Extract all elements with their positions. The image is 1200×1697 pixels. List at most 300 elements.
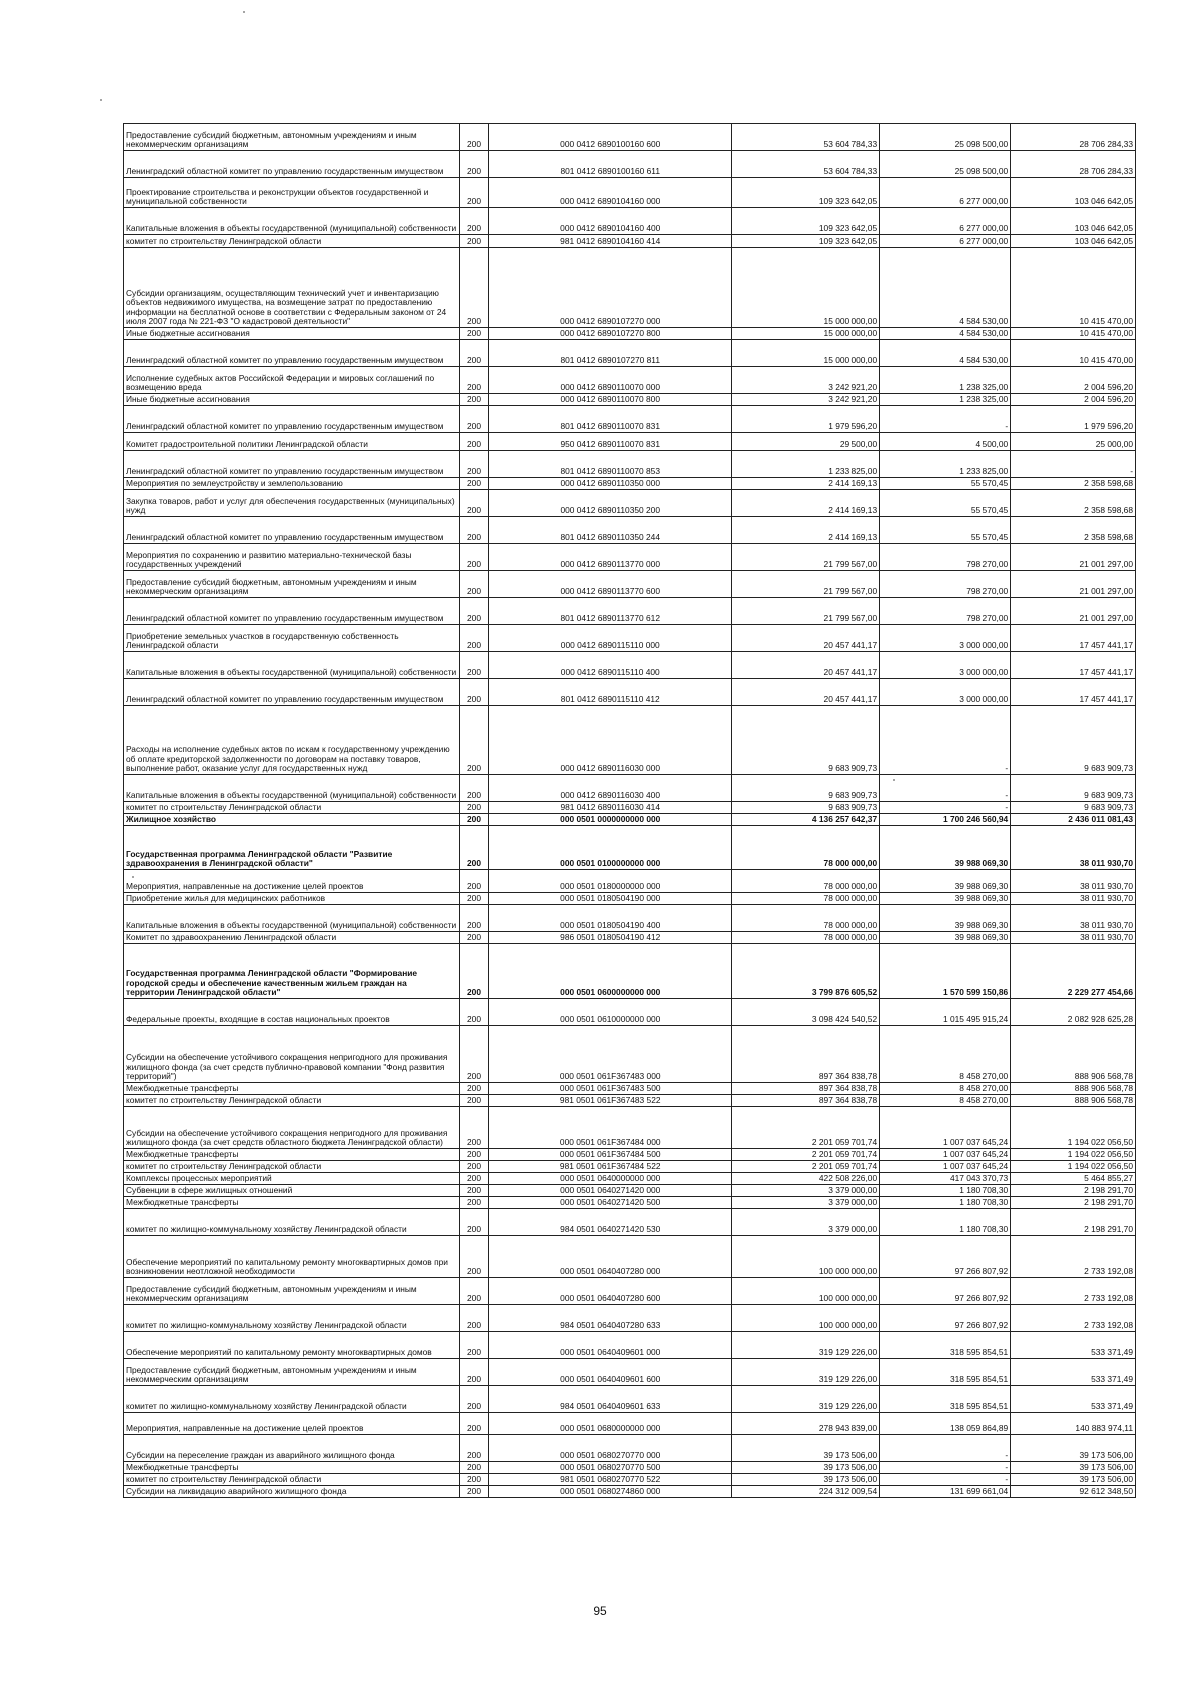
row-classification-code: 000 0501 0640409601 000 [489,1332,732,1359]
row-executed-amount: 1 570 599 150,86 [880,944,1011,999]
row-executed-amount: 1 180 708,30 [880,1185,1011,1197]
row-line-code: 200 [459,1095,488,1107]
row-line-code: 200 [459,406,488,433]
row-name: Государственная программа Ленинградской области "Развитие здравоохранения в Ленинградской области" [124,826,460,870]
row-approved-amount: 109 323 642,05 [732,235,880,248]
row-name: Субсидии на переселение граждан из аварийного жилищного фонда [124,1435,460,1462]
row-line-code: 200 [459,248,488,328]
row-name: Предоставление субсидий бюджетным, автономным учреждениям и иным некоммерческим организациям [124,571,460,598]
row-line-code: 200 [459,826,488,870]
row-unexecuted-amount: 9 683 909,73 [1011,802,1136,814]
row-executed-amount: 97 266 807,92 [880,1236,1011,1278]
row-classification-code: 801 0412 6890113770 612 [489,598,732,625]
row-approved-amount: 278 943 839,00 [732,1413,880,1435]
row-unexecuted-amount: 2 358 598,68 [1011,490,1136,517]
row-classification-code: 000 0412 6890116030 000 [489,706,732,775]
row-name: Ленинградский областной комитет по управлению государственным имуществом [124,679,460,706]
row-name: Мероприятия по сохранению и развитию материально-технической базы государственных учреждений [124,544,460,571]
row-approved-amount: 78 000 000,00 [732,826,880,870]
row-line-code: 200 [459,1359,488,1386]
table-row [124,999,1136,1026]
row-unexecuted-amount: 10 415 470,00 [1011,340,1136,367]
row-unexecuted-amount: 140 883 974,11 [1011,1413,1136,1435]
row-approved-amount: 897 364 838,78 [732,1083,880,1095]
row-approved-amount: 100 000 000,00 [732,1278,880,1305]
row-approved-amount: 39 173 506,00 [732,1474,880,1486]
row-approved-amount: 53 604 784,33 [732,124,880,151]
row-name: Субсидии организациям, осуществляющим технический учет и инвентаризацию объектов недвижимого имущества, на возмещение затрат по предоставлению информации на бесплатной основе в соответствии с Федеральным законом от 24 июля 2007 года № 221-ФЗ "О кадастровой деятельности" [124,248,460,328]
row-line-code: 200 [459,433,488,451]
row-approved-amount: 53 604 784,33 [732,151,880,178]
table-row [124,1026,1136,1083]
row-line-code: 200 [459,625,488,652]
row-classification-code: 000 0501 0640000000 000 [489,1173,732,1185]
table-row [124,490,1136,517]
row-line-code: 200 [459,1209,488,1236]
row-approved-amount: 20 457 441,17 [732,679,880,706]
row-unexecuted-amount: 17 457 441,17 [1011,652,1136,679]
table-row [124,571,1136,598]
row-unexecuted-amount: 10 415 470,00 [1011,328,1136,340]
row-unexecuted-amount: 39 173 506,00 [1011,1474,1136,1486]
row-approved-amount: 3 098 424 540,52 [732,999,880,1026]
row-classification-code: 801 0412 6890115110 412 [489,679,732,706]
row-executed-amount: 1 700 246 560,94 [880,814,1011,826]
row-executed-amount: - [880,802,1011,814]
row-name: Капитальные вложения в объекты государственной (муниципальной) собственности [124,775,460,802]
table-row [124,1359,1136,1386]
row-approved-amount: 20 457 441,17 [732,652,880,679]
row-unexecuted-amount: 38 011 930,70 [1011,870,1136,893]
row-approved-amount: 78 000 000,00 [732,932,880,944]
row-name: комитет по строительству Ленинградской области [124,802,460,814]
row-approved-amount: 3 379 000,00 [732,1209,880,1236]
row-executed-amount: 1 180 708,30 [880,1197,1011,1209]
row-executed-amount: 6 277 000,00 [880,208,1011,235]
row-name: комитет по жилищно-коммунальному хозяйству Ленинградской области [124,1209,460,1236]
row-line-code: 200 [459,679,488,706]
table-row [124,406,1136,433]
row-executed-amount: 97 266 807,92 [880,1305,1011,1332]
row-classification-code: 000 0412 6890110350 200 [489,490,732,517]
table-row [124,706,1136,775]
row-line-code: 200 [459,367,488,394]
row-executed-amount: 3 000 000,00 [880,625,1011,652]
row-executed-amount: 1 238 325,00 [880,367,1011,394]
table-row [124,775,1136,802]
row-name: Ленинградский областной комитет по управлению государственным имуществом [124,340,460,367]
row-line-code: 200 [459,1435,488,1462]
row-line-code: 200 [459,178,488,208]
row-unexecuted-amount: 1 194 022 056,50 [1011,1161,1136,1173]
row-name: Иные бюджетные ассигнования [124,394,460,406]
row-executed-amount: - [880,406,1011,433]
row-classification-code: 981 0501 061F367484 522 [489,1161,732,1173]
row-unexecuted-amount: 9 683 909,73 [1011,775,1136,802]
row-classification-code: 000 0501 061F367484 500 [489,1149,732,1161]
row-line-code: 200 [459,1161,488,1173]
row-classification-code: 000 0501 0640409601 600 [489,1359,732,1386]
table-row [124,151,1136,178]
row-executed-amount: 4 584 530,00 [880,248,1011,328]
row-name: комитет по строительству Ленинградской области [124,1474,460,1486]
row-classification-code: 000 0501 0600000000 000 [489,944,732,999]
row-classification-code: 000 0501 0680270770 500 [489,1462,732,1474]
row-name: Мероприятия по землеустройству и землепользованию [124,478,460,490]
row-name: Комитет по здравоохранению Ленинградской области [124,932,460,944]
row-line-code: 200 [459,235,488,248]
row-unexecuted-amount: 2 004 596,20 [1011,394,1136,406]
row-line-code: 200 [459,1413,488,1435]
row-line-code: 200 [459,394,488,406]
row-unexecuted-amount: 2 358 598,68 [1011,478,1136,490]
row-executed-amount: - [880,706,1011,775]
scan-speck [132,876,134,878]
row-approved-amount: 1 233 825,00 [732,451,880,478]
row-unexecuted-amount: 10 415 470,00 [1011,248,1136,328]
row-approved-amount: 3 379 000,00 [732,1197,880,1209]
row-approved-amount: 109 323 642,05 [732,178,880,208]
row-unexecuted-amount: 888 906 568,78 [1011,1026,1136,1083]
row-executed-amount: 39 988 069,30 [880,826,1011,870]
row-executed-amount: 1 007 037 645,24 [880,1161,1011,1173]
row-unexecuted-amount: 38 011 930,70 [1011,932,1136,944]
table-row [124,652,1136,679]
row-classification-code: 000 0412 6890113770 600 [489,571,732,598]
row-approved-amount: 39 173 506,00 [732,1435,880,1462]
row-classification-code: 000 0501 0640271420 000 [489,1185,732,1197]
table-row [124,1236,1136,1278]
row-name: Закупка товаров, работ и услуг для обеспечения государственных (муниципальных) нужд [124,490,460,517]
row-unexecuted-amount: 1 979 596,20 [1011,406,1136,433]
row-name: Предоставление субсидий бюджетным, автономным учреждениям и иным некоммерческим организациям [124,1278,460,1305]
row-name: Приобретение земельных участков в государственную собственность Ленинградской области [124,625,460,652]
row-approved-amount: 21 799 567,00 [732,598,880,625]
row-name: Субсидии на ликвидацию аварийного жилищного фонда [124,1486,460,1498]
row-classification-code: 000 0412 6890107270 000 [489,248,732,328]
row-classification-code: 950 0412 6890110070 831 [489,433,732,451]
row-approved-amount: 2 414 169,13 [732,490,880,517]
table-row [124,544,1136,571]
row-unexecuted-amount: 103 046 642,05 [1011,208,1136,235]
row-name: Субсидии на обеспечение устойчивого сокращения непригодного для проживания жилищного фонда (за счет средств областного бюджета Ленинградской области) [124,1107,460,1149]
table-row [124,433,1136,451]
row-line-code: 200 [459,652,488,679]
row-unexecuted-amount: 28 706 284,33 [1011,124,1136,151]
row-approved-amount: 9 683 909,73 [732,706,880,775]
row-line-code: 200 [459,893,488,905]
row-unexecuted-amount: 2 198 291,70 [1011,1197,1136,1209]
row-classification-code: 801 0412 6890110070 853 [489,451,732,478]
row-classification-code: 000 0501 061F367484 000 [489,1107,732,1149]
row-line-code: 200 [459,1026,488,1083]
row-classification-code: 000 0501 061F367483 000 [489,1026,732,1083]
row-unexecuted-amount: 1 194 022 056,50 [1011,1149,1136,1161]
row-classification-code: 981 0501 061F367483 522 [489,1095,732,1107]
row-executed-amount: 55 570,45 [880,517,1011,544]
table-row [124,826,1136,870]
row-name: Межбюджетные трансферты [124,1462,460,1474]
row-approved-amount: 78 000 000,00 [732,905,880,932]
table-row [124,178,1136,208]
row-approved-amount: 3 242 921,20 [732,367,880,394]
row-line-code: 200 [459,1462,488,1474]
row-classification-code: 000 0412 6890110070 800 [489,394,732,406]
row-unexecuted-amount: 2 229 277 454,66 [1011,944,1136,999]
row-unexecuted-amount: 2 733 192,08 [1011,1278,1136,1305]
row-line-code: 200 [459,870,488,893]
table-row [124,248,1136,328]
row-approved-amount: 20 457 441,17 [732,625,880,652]
row-classification-code: 000 0501 0680000000 000 [489,1413,732,1435]
table-row [124,1305,1136,1332]
row-classification-code: 000 0501 0180000000 000 [489,870,732,893]
row-name: Предоставление субсидий бюджетным, автономным учреждениям и иным некоммерческим организациям [124,1359,460,1386]
row-approved-amount: 100 000 000,00 [732,1236,880,1278]
table-row [124,1486,1136,1498]
row-line-code: 200 [459,328,488,340]
row-unexecuted-amount: 28 706 284,33 [1011,151,1136,178]
row-unexecuted-amount: 17 457 441,17 [1011,625,1136,652]
row-executed-amount: 417 043 370,73 [880,1173,1011,1185]
row-classification-code: 801 0412 6890107270 811 [489,340,732,367]
row-line-code: 200 [459,814,488,826]
row-classification-code: 000 0501 0610000000 000 [489,999,732,1026]
row-line-code: 200 [459,517,488,544]
row-executed-amount: 3 000 000,00 [880,652,1011,679]
row-unexecuted-amount: 533 371,49 [1011,1386,1136,1413]
row-line-code: 200 [459,1305,488,1332]
row-classification-code: 000 0412 6890100160 600 [489,124,732,151]
budget-table-body [124,124,1136,1498]
table-row [124,235,1136,248]
table-row [124,814,1136,826]
row-executed-amount: 6 277 000,00 [880,235,1011,248]
table-row [124,208,1136,235]
row-unexecuted-amount: 38 011 930,70 [1011,826,1136,870]
row-line-code: 200 [459,571,488,598]
row-classification-code: 000 0501 0100000000 000 [489,826,732,870]
row-name: Обеспечение мероприятий по капитальному ремонту многоквартирных домов [124,1332,460,1359]
row-name: Комитет градостроительной политики Ленинградской области [124,433,460,451]
row-approved-amount: 15 000 000,00 [732,248,880,328]
row-unexecuted-amount: 39 173 506,00 [1011,1462,1136,1474]
table-row [124,1173,1136,1185]
table-row [124,1474,1136,1486]
row-executed-amount: - [880,1435,1011,1462]
table-row [124,893,1136,905]
row-name: Мероприятия, направленные на достижение целей проектов [124,870,460,893]
page-number: 95 [593,1604,607,1618]
row-classification-code: 984 0501 0640271420 530 [489,1209,732,1236]
row-approved-amount: 1 979 596,20 [732,406,880,433]
row-approved-amount: 21 799 567,00 [732,571,880,598]
row-approved-amount: 319 129 226,00 [732,1359,880,1386]
row-executed-amount: 318 595 854,51 [880,1332,1011,1359]
row-classification-code: 000 0412 6890110350 000 [489,478,732,490]
row-name: Капитальные вложения в объекты государственной (муниципальной) собственности [124,208,460,235]
row-executed-amount: 55 570,45 [880,490,1011,517]
row-executed-amount: 138 059 864,89 [880,1413,1011,1435]
row-line-code: 200 [459,1386,488,1413]
table-row [124,1185,1136,1197]
row-executed-amount: 4 500,00 [880,433,1011,451]
row-approved-amount: 319 129 226,00 [732,1386,880,1413]
row-name: Ленинградский областной комитет по управлению государственным имуществом [124,151,460,178]
row-classification-code: 801 0412 6890110350 244 [489,517,732,544]
table-row [124,905,1136,932]
row-name: Жилищное хозяйство [124,814,460,826]
row-approved-amount: 9 683 909,73 [732,775,880,802]
row-classification-code: 000 0501 0000000000 000 [489,814,732,826]
row-executed-amount: 97 266 807,92 [880,1278,1011,1305]
row-approved-amount: 897 364 838,78 [732,1026,880,1083]
row-name: комитет по строительству Ленинградской области [124,1095,460,1107]
row-line-code: 200 [459,1197,488,1209]
row-executed-amount: 39 988 069,30 [880,893,1011,905]
table-row [124,1435,1136,1462]
row-line-code: 200 [459,598,488,625]
row-executed-amount: 798 270,00 [880,544,1011,571]
row-unexecuted-amount: 21 001 297,00 [1011,544,1136,571]
row-executed-amount: 39 988 069,30 [880,932,1011,944]
row-executed-amount: 1 238 325,00 [880,394,1011,406]
row-executed-amount: 8 458 270,00 [880,1026,1011,1083]
row-unexecuted-amount: 38 011 930,70 [1011,905,1136,932]
row-line-code: 200 [459,944,488,999]
row-executed-amount: 25 098 500,00 [880,124,1011,151]
row-line-code: 200 [459,1149,488,1161]
scan-speck [243,11,245,13]
row-name: Ленинградский областной комитет по управлению государственным имуществом [124,598,460,625]
table-row [124,932,1136,944]
table-row [124,870,1136,893]
row-unexecuted-amount: 103 046 642,05 [1011,178,1136,208]
row-name: Межбюджетные трансферты [124,1197,460,1209]
row-executed-amount: 318 595 854,51 [880,1359,1011,1386]
row-unexecuted-amount: 2 733 192,08 [1011,1305,1136,1332]
row-name: Субсидии на обеспечение устойчивого сокращения непригодного для проживания жилищного фонда (за счет средств публично-правовой компании "Фонд развития территорий") [124,1026,460,1083]
row-line-code: 200 [459,1107,488,1149]
row-name: Расходы на исполнение судебных актов по искам к государственному учреждению об оплате кредиторской задолженности по договорам на поставку товаров, выполнение работ, оказание услуг для государственных нужд [124,706,460,775]
row-unexecuted-amount: 103 046 642,05 [1011,235,1136,248]
row-classification-code: 000 0412 6890110070 000 [489,367,732,394]
row-line-code: 200 [459,478,488,490]
row-line-code: 200 [459,451,488,478]
scan-speck [893,779,895,781]
table-row [124,802,1136,814]
row-classification-code: 981 0501 0680270770 522 [489,1474,732,1486]
table-row [124,517,1136,544]
row-unexecuted-amount: - [1011,451,1136,478]
row-name: Межбюджетные трансферты [124,1149,460,1161]
table-row [124,1413,1136,1435]
row-name: Приобретение жилья для медицинских работников [124,893,460,905]
row-unexecuted-amount: 21 001 297,00 [1011,571,1136,598]
row-name: Обеспечение мероприятий по капитальному ремонту многоквартирных домов при возникновении неотложной необходимости [124,1236,460,1278]
row-line-code: 200 [459,1474,488,1486]
row-name: Ленинградский областной комитет по управлению государственным имуществом [124,517,460,544]
row-name: Иные бюджетные ассигнования [124,328,460,340]
row-approved-amount: 422 508 226,00 [732,1173,880,1185]
row-approved-amount: 2 414 169,13 [732,478,880,490]
table-row [124,1462,1136,1474]
row-classification-code: 000 0501 061F367483 500 [489,1083,732,1095]
row-name: комитет по жилищно-коммунальному хозяйству Ленинградской области [124,1386,460,1413]
row-approved-amount: 100 000 000,00 [732,1305,880,1332]
row-executed-amount: 25 098 500,00 [880,151,1011,178]
row-classification-code: 000 0412 6890104160 000 [489,178,732,208]
row-approved-amount: 3 379 000,00 [732,1185,880,1197]
scan-speck [100,99,102,101]
row-name: Проектирование строительства и реконструкции объектов государственной и муниципальной собственности [124,178,460,208]
table-row [124,328,1136,340]
row-name: Государственная программа Ленинградской области "Формирование городской среды и обеспечение качественным жильем граждан на территории Ленинградской области" [124,944,460,999]
row-line-code: 200 [459,802,488,814]
row-name: комитет по жилищно-коммунальному хозяйству Ленинградской области [124,1305,460,1332]
row-unexecuted-amount: 533 371,49 [1011,1332,1136,1359]
row-executed-amount: 1 015 495 915,24 [880,999,1011,1026]
row-classification-code: 984 0501 0640409601 633 [489,1386,732,1413]
row-unexecuted-amount: 25 000,00 [1011,433,1136,451]
row-line-code: 200 [459,151,488,178]
table-row [124,451,1136,478]
row-executed-amount: 4 584 530,00 [880,340,1011,367]
row-approved-amount: 897 364 838,78 [732,1095,880,1107]
row-executed-amount: 318 595 854,51 [880,1386,1011,1413]
row-approved-amount: 3 799 876 605,52 [732,944,880,999]
row-classification-code: 000 0501 0180504190 400 [489,905,732,932]
row-line-code: 200 [459,124,488,151]
table-row [124,625,1136,652]
row-line-code: 200 [459,999,488,1026]
table-row [124,1095,1136,1107]
row-line-code: 200 [459,1236,488,1278]
row-executed-amount: 8 458 270,00 [880,1083,1011,1095]
row-classification-code: 000 0412 6890115110 000 [489,625,732,652]
row-approved-amount: 21 799 567,00 [732,544,880,571]
budget-execution-table [123,123,1136,1498]
row-classification-code: 981 0412 6890116030 414 [489,802,732,814]
row-classification-code: 000 0412 6890104160 400 [489,208,732,235]
row-executed-amount: - [880,1474,1011,1486]
row-name: Субвенции в сфере жилищных отношений [124,1185,460,1197]
row-classification-code: 000 0501 0680274860 000 [489,1486,732,1498]
row-classification-code: 801 0412 6890110070 831 [489,406,732,433]
table-row [124,124,1136,151]
table-row [124,1083,1136,1095]
row-line-code: 200 [459,1185,488,1197]
row-unexecuted-amount: 9 683 909,73 [1011,706,1136,775]
row-classification-code: 801 0412 6890100160 611 [489,151,732,178]
row-unexecuted-amount: 2 004 596,20 [1011,367,1136,394]
row-approved-amount: 224 312 009,54 [732,1486,880,1498]
row-approved-amount: 39 173 506,00 [732,1462,880,1474]
row-executed-amount: 3 000 000,00 [880,679,1011,706]
row-line-code: 200 [459,1278,488,1305]
row-classification-code: 000 0501 0640407280 000 [489,1236,732,1278]
row-executed-amount: - [880,1462,1011,1474]
row-classification-code: 000 0412 6890116030 400 [489,775,732,802]
row-line-code: 200 [459,340,488,367]
row-approved-amount: 78 000 000,00 [732,893,880,905]
table-row [124,367,1136,394]
row-unexecuted-amount: 2 436 011 081,43 [1011,814,1136,826]
row-classification-code: 000 0412 6890113770 000 [489,544,732,571]
row-executed-amount: 1 233 825,00 [880,451,1011,478]
row-classification-code: 981 0412 6890104160 414 [489,235,732,248]
row-unexecuted-amount: 38 011 930,70 [1011,893,1136,905]
